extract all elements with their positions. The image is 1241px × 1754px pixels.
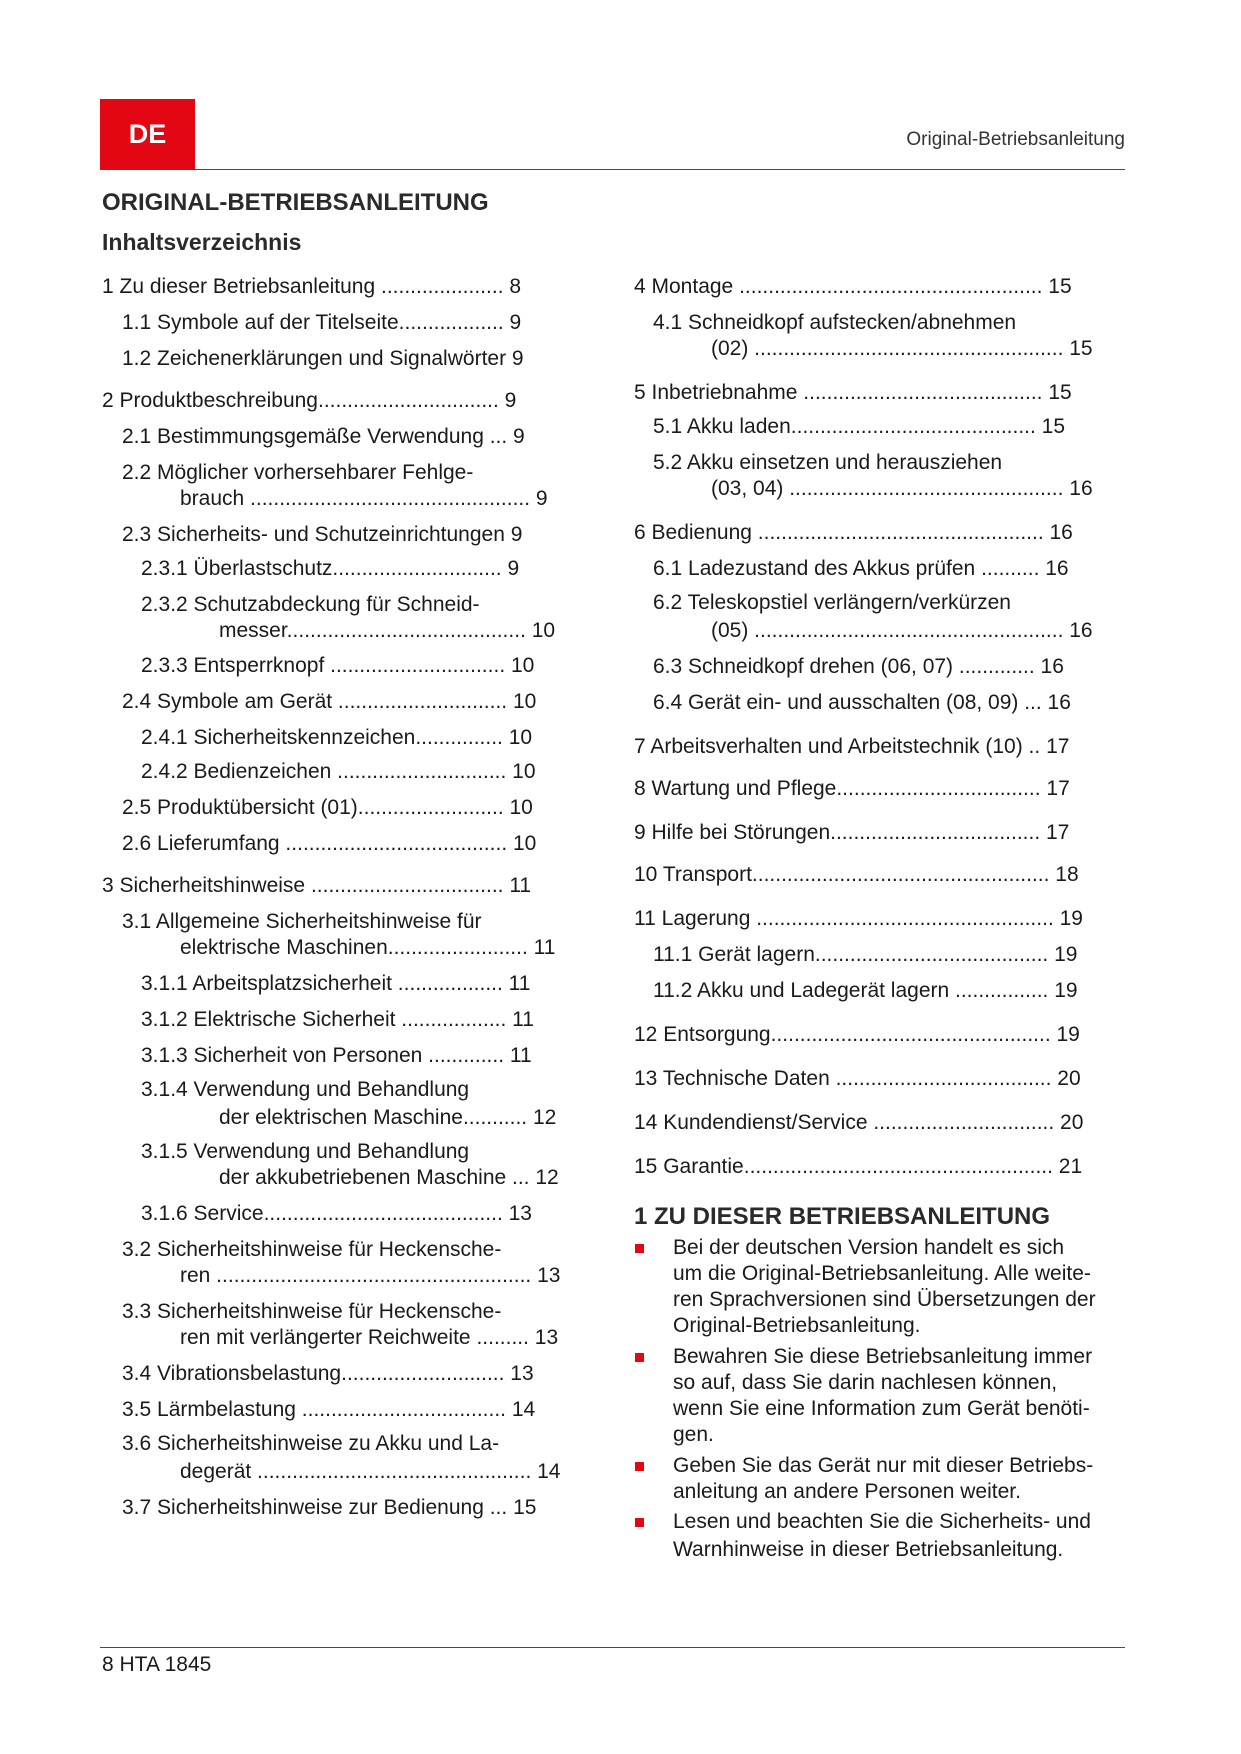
toc-entry: 5 Inbetriebnahme ......................................... 15 xyxy=(634,381,1072,404)
toc-entry: 2 Produktbeschreibung............................... 9 xyxy=(102,389,517,412)
toc-entry: 7 Arbeitsverhalten und Arbeitstechnik (10) .. 17 xyxy=(634,735,1070,758)
section-heading: 1 ZU DIESER BETRIEBSANLEITUNG xyxy=(634,1203,1051,1230)
toc-entry-continuation: elektrische Maschinen........................ 11 xyxy=(180,936,556,959)
toc-entry: 11.2 Akku und Ladegerät lagern ................ 19 xyxy=(653,979,1078,1002)
toc-entry: 5.1 Akku laden.......................................... 15 xyxy=(653,415,1066,438)
toc-entry: 10 Transport................................................... 18 xyxy=(634,863,1079,886)
bullet-text-line: Lesen und beachten Sie die Sicherheits- und xyxy=(673,1510,1091,1533)
toc-entry: 2.3.3 Entsperrknopf .............................. 10 xyxy=(141,654,535,677)
bullet-square-icon xyxy=(635,1353,644,1362)
toc-entry: 1.1 Symbole auf der Titelseite.................. 9 xyxy=(122,311,522,334)
toc-entry-continuation: ren ...................................................... 13 xyxy=(180,1264,561,1287)
toc-entry: 3.7 Sicherheitshinweise zur Bedienung ... 15 xyxy=(122,1496,537,1519)
toc-entry: 3.6 Sicherheitshinweise zu Akku und La- xyxy=(122,1432,500,1455)
toc-entry-continuation: degerät ............................................... 14 xyxy=(180,1460,561,1483)
toc-entry: 11.1 Gerät lagern........................................ 19 xyxy=(653,943,1078,966)
bullet-square-icon xyxy=(635,1462,644,1471)
toc-entry: 3.3 Sicherheitshinweise für Heckensche- xyxy=(122,1300,502,1323)
toc-entry: 2.6 Lieferumfang ...................................... 10 xyxy=(122,832,537,855)
bullet-text-line: so auf, dass Sie darin nachlesen können, xyxy=(673,1371,1058,1394)
document-title: ORIGINAL-BETRIEBSANLEITUNG xyxy=(102,189,489,216)
toc-entry: 2.1 Bestimmungsgemäße Verwendung ... 9 xyxy=(122,425,525,448)
bullet-text-line: anleitung an andere Personen weiter. xyxy=(673,1480,1021,1503)
toc-entry: 3.4 Vibrationsbelastung............................ 13 xyxy=(122,1362,534,1385)
toc-entry: 3.1.5 Verwendung und Behandlung xyxy=(141,1140,470,1163)
toc-entry: 6.2 Teleskopstiel verlängern/verkürzen xyxy=(653,591,1011,614)
toc-entry: 3.1.3 Sicherheit von Personen ............. 11 xyxy=(141,1044,532,1067)
header-title: Original-Betriebsanleitung xyxy=(906,129,1125,150)
toc-heading: Inhaltsverzeichnis xyxy=(102,229,302,255)
toc-entry-continuation: ren mit verlängerter Reichweite ......... 13 xyxy=(180,1326,559,1349)
bullet-text-line: wenn Sie eine Information zum Gerät benöti- xyxy=(673,1397,1090,1420)
bullet-text-line: Geben Sie das Gerät nur mit dieser Betriebs- xyxy=(673,1454,1094,1477)
toc-entry: 4.1 Schneidkopf aufstecken/abnehmen xyxy=(653,311,1017,334)
toc-entry: 2.3.2 Schutzabdeckung für Schneid- xyxy=(141,593,480,616)
toc-entry: 6 Bedienung ................................................. 16 xyxy=(634,521,1073,544)
toc-entry: 5.2 Akku einsetzen und herausziehen xyxy=(653,451,1003,474)
toc-entry: 3 Sicherheitshinweise ................................. 11 xyxy=(102,874,532,897)
bullet-square-icon xyxy=(635,1518,644,1527)
toc-entry-continuation: (05) ..................................................... 16 xyxy=(711,619,1093,642)
toc-entry-continuation: (03, 04) ............................................... 16 xyxy=(711,477,1093,500)
toc-entry: 3.1.6 Service......................................... 13 xyxy=(141,1202,532,1225)
toc-entry: 3.1.4 Verwendung und Behandlung xyxy=(141,1078,470,1101)
bullet-text-line: Bei der deutschen Version handelt es sich xyxy=(673,1236,1065,1259)
header-rule xyxy=(100,169,1125,170)
toc-entry: 8 Wartung und Pflege................................... 17 xyxy=(634,777,1070,800)
page-footer: 8 HTA 1845 xyxy=(102,1653,212,1676)
toc-entry: 1 Zu dieser Betriebsanleitung ..................... 8 xyxy=(102,275,522,298)
toc-entry: 2.3 Sicherheits- und Schutzeinrichtungen 9 xyxy=(122,523,523,546)
bullet-text-line: Original-Betriebsanleitung. xyxy=(673,1314,921,1337)
toc-entry: 15 Garantie..................................................... 21 xyxy=(634,1155,1083,1178)
bullet-text-line: gen. xyxy=(673,1423,714,1446)
toc-entry: 9 Hilfe bei Störungen.................................... 17 xyxy=(634,821,1070,844)
toc-entry: 3.2 Sicherheitshinweise für Heckensche- xyxy=(122,1238,502,1261)
bullet-square-icon xyxy=(635,1244,644,1253)
bullet-text-line: Warnhinweise in dieser Betriebsanleitung. xyxy=(673,1538,1064,1561)
toc-entry-continuation: brauch ................................................ 9 xyxy=(180,487,548,510)
toc-entry: 3.1 Allgemeine Sicherheitshinweise für xyxy=(122,910,482,933)
toc-entry: 6.1 Ladezustand des Akkus prüfen .......... 16 xyxy=(653,557,1069,580)
toc-entry-continuation: messer......................................... 10 xyxy=(219,619,556,642)
toc-entry: 3.5 Lärmbelastung ................................... 14 xyxy=(122,1398,536,1421)
footer-rule xyxy=(100,1647,1125,1648)
toc-entry: 11 Lagerung ................................................... 19 xyxy=(634,907,1083,930)
toc-entry: 2.3.1 Überlastschutz............................. 9 xyxy=(141,557,520,580)
toc-entry-continuation: (02) ..................................................... 15 xyxy=(711,337,1093,360)
toc-entry: 2.4 Symbole am Gerät ............................. 10 xyxy=(122,690,537,713)
bullet-text-line: Bewahren Sie diese Betriebsanleitung immer xyxy=(673,1345,1093,1368)
toc-entry: 6.4 Gerät ein- und ausschalten (08, 09) ... 16 xyxy=(653,691,1071,714)
toc-entry: 13 Technische Daten ..................................... 20 xyxy=(634,1067,1081,1090)
toc-entry: 2.4.2 Bedienzeichen ............................. 10 xyxy=(141,760,536,783)
toc-entry: 1.2 Zeichenerklärungen und Signalwörter 9 xyxy=(122,347,524,370)
toc-entry: 2.2 Möglicher vorhersehbarer Fehlge- xyxy=(122,461,474,484)
toc-entry: 6.3 Schneidkopf drehen (06, 07) ............. 16 xyxy=(653,655,1064,678)
bullet-text-line: um die Original-Betriebsanleitung. Alle weite- xyxy=(673,1262,1091,1285)
language-badge: DE xyxy=(100,99,195,169)
toc-entry: 3.1.2 Elektrische Sicherheit .................. 11 xyxy=(141,1008,534,1031)
toc-entry-continuation: der elektrischen Maschine........... 12 xyxy=(219,1106,557,1129)
toc-entry: 3.1.1 Arbeitsplatzsicherheit .................. 11 xyxy=(141,972,531,995)
toc-entry: 2.5 Produktübersicht (01)......................... 10 xyxy=(122,796,533,819)
toc-entry: 2.4.1 Sicherheitskennzeichen............... 10 xyxy=(141,726,533,749)
bullet-text-line: ren Sprachversionen sind Übersetzungen der xyxy=(673,1288,1096,1311)
toc-entry-continuation: der akkubetriebenen Maschine ... 12 xyxy=(219,1166,559,1189)
toc-entry: 4 Montage .................................................... 15 xyxy=(634,275,1072,298)
toc-entry: 14 Kundendienst/Service ............................... 20 xyxy=(634,1111,1084,1134)
toc-entry: 12 Entsorgung................................................ 19 xyxy=(634,1023,1080,1046)
